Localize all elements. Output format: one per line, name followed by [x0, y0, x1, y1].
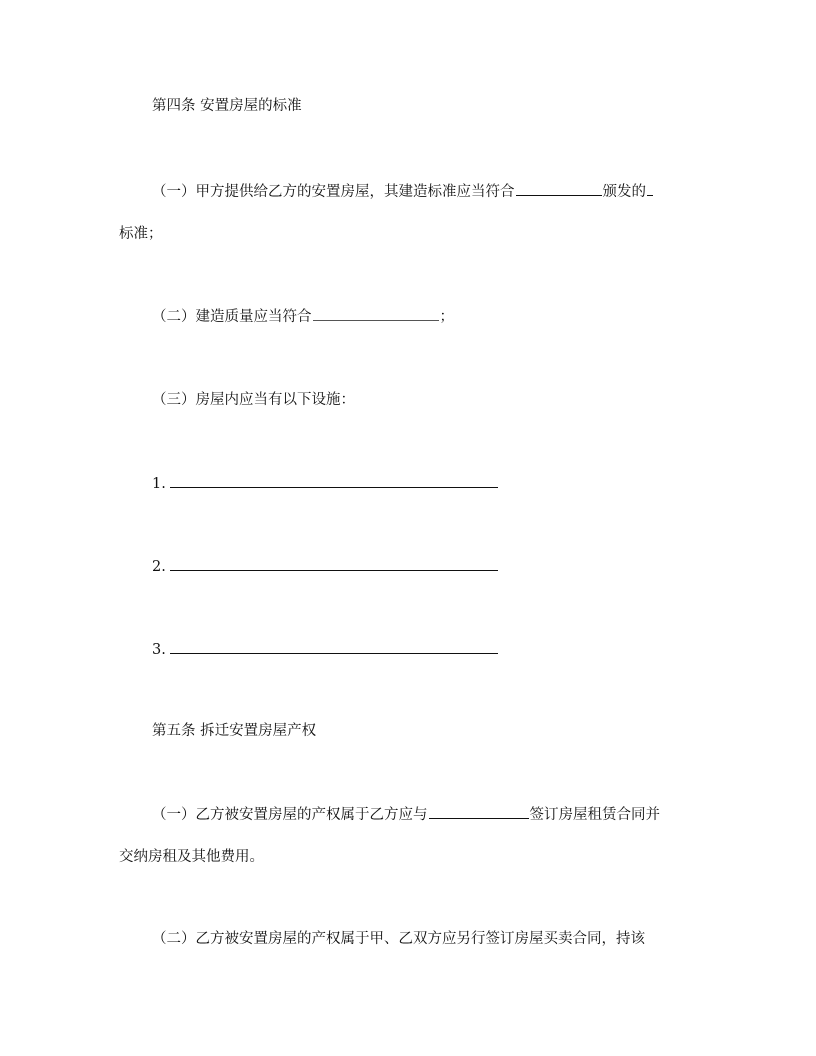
fill-in-blank[interactable]	[647, 181, 653, 196]
fill-in-line[interactable]	[170, 556, 498, 571]
article-4-heading: 第四条 安置房屋的标准	[152, 98, 302, 114]
article-4-clause-1-continuation: 标准；	[119, 226, 163, 242]
article-4-clause-1: （一）甲方提供给乙方的安置房屋，其建造标准应当符合 颁发的	[152, 181, 654, 202]
facility-item-3: 3.	[152, 639, 498, 660]
fill-in-blank[interactable]	[313, 306, 439, 321]
article-5-clause-1-continuation: 交纳房租及其他费用。	[119, 849, 264, 865]
article-5-clause-2: （二）乙方被安置房屋的产权属于甲、乙双方应另行签订房屋买卖合同，持该	[152, 931, 645, 947]
article-5-clause-1: （一）乙方被安置房屋的产权属于乙方应与 签订房屋租赁合同并	[152, 804, 660, 825]
facility-item-2: 2.	[152, 556, 498, 577]
facility-item-1: 1.	[152, 473, 498, 494]
article-4-clause-2: （二）建造质量应当符合 ；	[152, 306, 454, 327]
article-5-heading: 第五条 拆迁安置房屋产权	[152, 723, 317, 739]
fill-in-blank[interactable]	[429, 804, 529, 819]
fill-in-line[interactable]	[170, 473, 498, 488]
fill-in-blank[interactable]	[516, 181, 602, 196]
article-4-clause-3: （三）房屋内应当有以下设施：	[152, 392, 355, 408]
fill-in-line[interactable]	[170, 639, 498, 654]
